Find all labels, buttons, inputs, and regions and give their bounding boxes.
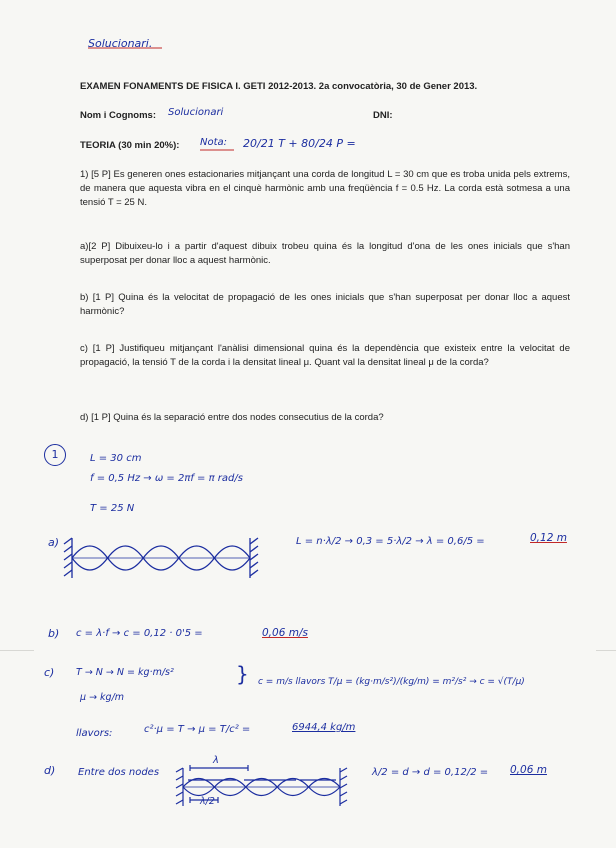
grade-formula: 20/21 T + 80/24 P = [243, 137, 356, 150]
part-d-label: d) [44, 764, 56, 777]
part-c-units-tension: T → N → N = kg·m/s² [76, 667, 174, 678]
part-b-label: b) [48, 627, 60, 640]
part-c-equation: c = m/s llavors T/μ = (kg·m/s²)/(kg/m) = m²/s² → c = √(T/μ) [258, 677, 525, 687]
part-a-result: 0,12 m [530, 532, 567, 544]
part-c-then: llavors: [76, 728, 113, 739]
curly-brace: } [236, 662, 249, 686]
part-d-result: 0,06 m [510, 764, 547, 776]
part-c-units-density: μ → kg/m [80, 692, 125, 703]
question-c: c) [1 P] Justifiqueu mitjançant l'anàlisi dimensional quina és la dependència que existeix entre la velocitat de propagació, la tensió T de la corda i la densitat lineal μ. Quant val la densitat lineal μ de la corda? [80, 343, 570, 368]
part-d-equation: λ/2 = d → d = 0,12/2 = [372, 767, 489, 778]
standing-wave-d [176, 765, 347, 806]
half-lambda-label: λ/2 [200, 796, 215, 807]
question-b: b) [1 P] Quina és la velocitat de propagació de les ones inicials que s'han superposat per donar lloc a aquest harmònic? [80, 292, 570, 317]
grade-label: Nota: [200, 137, 228, 148]
name-label: Nom i Cognoms: [80, 110, 156, 121]
part-a-label: a) [48, 536, 60, 549]
given-frequency: f = 0,5 Hz → ω = 2πf = π rad/s [90, 473, 243, 484]
question-d: d) [1 P] Quina és la separació entre dos nodes consecutius de la corda? [80, 412, 384, 423]
part-c-equation-2: c²·μ = T → μ = T/c² = [144, 724, 251, 735]
question-a: a)[2 P] Dibuixeu-lo i a partir d'aquest dibuix trobeu quina és la longitud d'ona de les ones inicials que s'han superposat per donar lloc a aquest harmònic. [80, 241, 570, 266]
name-value: Solucionari [168, 107, 224, 118]
part-c-label: c) [44, 666, 55, 679]
question-intro: 1) [5 P] Es generen ones estacionaries mitjançant una corda de longitud L = 30 cm que es troba unida pels extrems, de manera que aquesta vibra en el cinquè harmònic amb una freqüència f = 0.5 Hz. La corda està sotmesa a una tensió T = 25 N. [80, 169, 570, 208]
solution-number: 1 [44, 444, 66, 466]
part-a-equation: L = n·λ/2 → 0,3 = 5·λ/2 → λ = 0,6/5 = [296, 536, 485, 547]
standing-wave-a [64, 538, 258, 578]
theory-label: TEORIA (30 min 20%): [80, 140, 180, 151]
red-underlines [88, 48, 234, 150]
handwritten-title: Solucionari. [88, 37, 153, 50]
given-length: L = 30 cm [90, 453, 142, 464]
given-tension: T = 25 N [90, 503, 135, 514]
lambda-label: λ [213, 755, 219, 766]
dni-label: DNI: [373, 110, 393, 121]
part-c-result: 6944,4 kg/m [292, 722, 356, 733]
exam-title: EXAMEN FONAMENTS DE FISICA I. GETI 2012-2013. 2a convocatòria, 30 de Gener 2013. [80, 81, 478, 92]
part-d-text: Entre dos nodes [78, 767, 160, 778]
part-b-result: 0,06 m/s [262, 627, 308, 639]
part-b-equation: c = λ·f → c = 0,12 · 0'5 = [76, 628, 203, 639]
